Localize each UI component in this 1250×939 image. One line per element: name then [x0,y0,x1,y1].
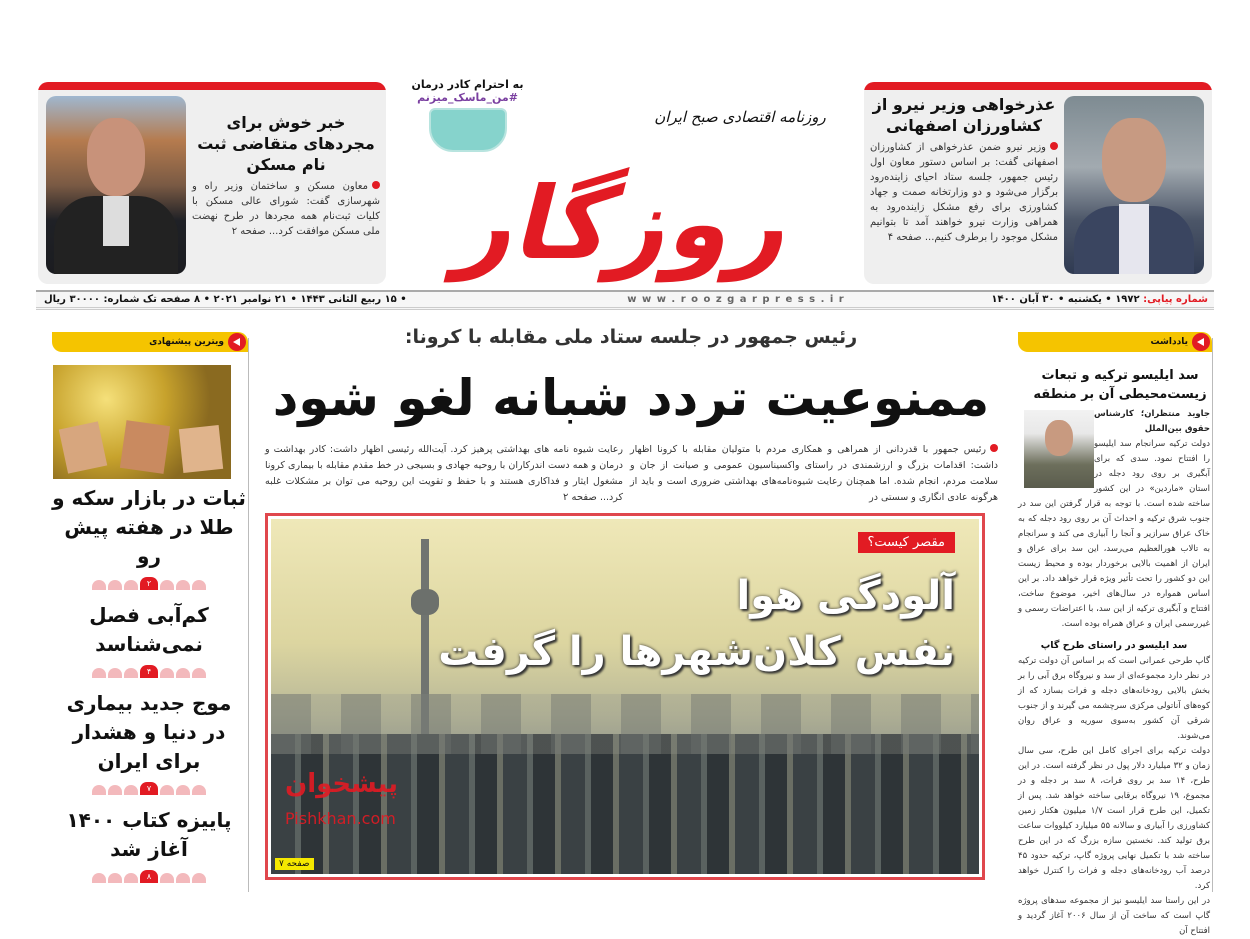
red-bar [864,82,1212,90]
face-mask-icon [429,108,507,152]
issue-number: شماره پیاپی: ۱۹۷۲ • یکشنبه • ۳۰ آبان ۱۴۰۰ [991,294,1208,305]
photo-label: مقصر کیست؟ [858,532,956,553]
story-title[interactable]: عذرخواهی وزیر نیرو از کشاورزان اصفهانی [872,95,1056,135]
page-ref[interactable]: صفحه ۷ [275,858,314,870]
page-indicator: ۴ [79,665,219,679]
gold-coins-photo [53,365,231,479]
issue-dates-price: • ۱۵ ربیع الثانی ۱۴۴۳ • ۲۱ نوامبر ۲۰۲۱ • ۸ صفحه تک شماره: ۳۰۰۰۰ ریال [44,294,407,305]
lead-body-col2: رعایت شیوه نامه های بهداشتی پرهیز کرد. آیت‌الله رئیسی اظهار داشت: کادر بهداشت و درمان و همه دست اندرکاران با روحیه جهادی و بسیجی در خط مقدم مقابله با بیماری کرونا مشغول ایثار و فداکاری هستند و با حفظ و تقویت این روحیه می توان بر مشکلات غلبه کرد... صفحه ۲ [265,444,623,503]
photo-headline-2: نفس کلان‌شهرها را گرفت [438,629,955,675]
tagline: روزنامه اقتصادی صبح ایران [654,108,826,126]
air-pollution-photo [271,519,979,874]
section-arrow-icon [228,333,246,351]
sidebar-item-title[interactable]: موج جدید بیماری در دنیا و هشدار برای ایران [66,691,232,773]
top-right-story[interactable] [864,82,1212,284]
article-subhead: سد ایلیسو در راستای طرح گاپ [1040,640,1188,651]
top-left-story[interactable] [38,82,386,284]
section-header-note: یادداشت [1018,332,1212,352]
mask-campaign [405,78,530,152]
story-content [192,112,380,239]
section-header-suggested: ویترین پیشنهادی [52,332,248,352]
article-para: دولت ترکیه برای اجرای کامل این طرح، سی سال زمان و ۳۲ میلیارد دلار پول در نظر گرفته است. در این طرح، ۱۴ سد بر روی فرات، ۸ سد بر دجله و در مجموع، ۱۹ نیروگاه برقابی ساخته خواهد شد. پس از تکمیل، این طرح قرار است ۱/۷ میلیون هکتار زمین کشاورزی را آبیاری و سالانه ۵۵ میلیارد کیلووات ساعت برق تولید کند. نخستین سازه بزرگ که در این طرح ساخته شد با تکمیل نهایی پروژه گاپ، ترکیه حدود ۴۵ درصد آب رودخانه‌های دجله و فرات را کنترل خواهد کرد. [1018,746,1211,891]
lead-kicker: رئیس جمهور در جلسه ستاد ملی مقابله با کرونا: [404,326,858,348]
article-title[interactable]: سد ایلیسو ترکیه و تبعات زیست‌محیطی آن بر منطقه [1033,368,1207,402]
website-url[interactable]: w w w . r o o z g a r p r e s s . i r [627,294,845,305]
story-body: وزیر نیرو ضمن عذرخواهی از کشاورزان اصفهانی گفت: بر اساس دستور معاون اول رئیس جمهور، جلسه ستاد احیای زاینده‌رود برگزار می‌شود و دو وزارتخانه صمت و جهاد کشاورزی برای رفع مشکل زاینده‌رود به همراهی وزارت نیرو خواهند آمد تا بتوانیم مشکل موجود را برطرف کنیم... صفحه ۴ [870,142,1058,243]
author-photo [1024,410,1094,488]
page-indicator: ۲ [79,577,219,591]
story-body: معاون مسکن و ساختمان وزیر راه و شهرسازی گفت: شورای عالی مسکن با کلیات ثبت‌نام همه مجردها در طرح نهضت ملی مسکن موافقت کرد... صفحه ۲ [192,181,380,237]
column-divider [248,338,249,892]
deputy-minister-photo [46,96,186,274]
page-indicator: ۷ [79,782,219,796]
minister-photo [1064,96,1204,274]
sidebar-item-title[interactable]: پاییزه کتاب ۱۴۰۰ آغاز شد [66,808,232,861]
article-para: در این راستا سد ایلیسو نیز از مجموعه سدهای پروژه گاپ است که ساخت آن از سال ۲۰۰۶ آغاز گردید و افتتاح آن [1018,896,1210,936]
sidebar-item-title[interactable]: ثبات در بازار سکه و طلا در هفته پیش رو [52,486,246,568]
watermark-url: Pishkhan.com [285,809,396,828]
lead-headline[interactable]: ممنوعیت تردد شبانه لغو شود [272,369,990,427]
sidebar-item-title[interactable]: کم‌آبی فصل نمی‌شناسد [89,603,209,656]
story-title[interactable]: خبر خوش برای مجردهای متقاضی ثبت نام مسکن [197,113,375,174]
campaign-hashtag: #من_ماسک_میزنم [417,91,518,104]
photo-headline-1: آلودگی هوا [736,573,955,619]
photo-story[interactable] [265,513,985,880]
red-bar [38,82,386,90]
article-para: گاپ طرحی عمرانی است که بر اساس آن دولت ترکیه در نظر دارد مجموعه‌ای از سد و نیروگاه برق آبی را بر بخش بالایی رودخانه‌های دجله و فرات بسازد که از کوه‌های آناتولی مرکزی سرچشمه می گیرند و از جنوب شرقی آن کشور به‌سوی سوریه و عراق روان می‌شوند. [1018,656,1210,741]
page-ref[interactable]: صفحه ۲ [562,492,597,503]
newspaper-logo: روزگار [447,165,808,282]
article-author: جاوید منتظران؛ کارشناس حقوق بین‌الملل [1094,409,1210,434]
article-para: دولت ترکیه سرانجام سد ایلیسو را افتتاح نمود. سدی که برای آبگیری بر روی رود دجله در استان «ماردین» در این کشور ساخته شده است. با توجه به قرار گرفتن این سد در جنوب شرق ترکیه و احداث آن بر روی رود دجله که به خاک عراق سرازیر و آنجا را آبیاری می کند و سرانجام به تالاب هورالعظیم می‌رسد، این سد برای عراق و ایران از اهمیت بالایی برخوردار بوده و محیط زیست این دو کشور را تحت تأثیر ویژه قرار خواهد داد. بر این اساس همواره در سال‌های اخیر، موضوع ساخت، افتتاح و آبگیری ترکیه از این سد، با اعتراضات رسمی و غیررسمی ایران و عراق همراه بوده است. [1018,439,1210,629]
page-ref[interactable]: صفحه ۴ [887,232,922,243]
story-content [870,94,1058,245]
section-arrow-icon [1192,333,1210,351]
page-ref[interactable]: صفحه ۲ [231,226,266,237]
lead-body-col1: رئیس جمهور با قدردانی از همراهی و همکاری مردم با متولیان مقابله با کرونا اظهار داشت: اقدامات بزرگ و ارزشمندی در راستای واکسیناسیون عمومی و صیانت از جان و سلامت مردم، انجام شده. اما همچنان رعایت شیوه‌نامه‌های بهداشتی ضروری است و باید از هرگونه عادی انگاری و سستی در [630,444,998,503]
watermark: پیشخوان [285,769,398,799]
campaign-line: به احترام کادر درمان [411,78,524,91]
page-indicator: ۸ [79,870,219,884]
issue-bar [36,290,1214,310]
suggested-list [50,484,248,894]
column-divider [1212,338,1213,892]
article-body [1018,407,1210,939]
